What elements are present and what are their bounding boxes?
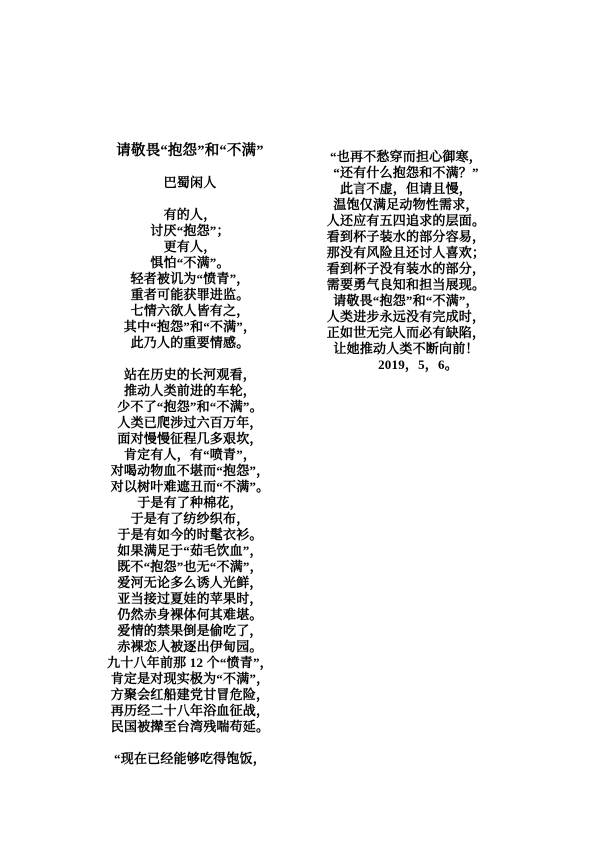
- poem-line: 爱河无论多么诱人光鲜，: [117, 575, 263, 590]
- poem-line: 请敬畏“抱怨”和“不满”，: [333, 293, 479, 308]
- poem-line: 既不“抱怨”也无“不满”，: [117, 559, 263, 574]
- poem-line: 人类已爬涉过六百万年，: [117, 415, 263, 430]
- poem-line: 看到杯子没有装水的部分，: [326, 261, 486, 276]
- poem-line: 轻者被讥为“愤青”，: [130, 271, 250, 286]
- poem-line: 肯定是对现实极为“不满”，: [110, 671, 270, 686]
- poem-line: 七情六欲人皆有之，: [130, 303, 250, 318]
- stanza: [72, 751, 308, 767]
- poem-line: 对喝动物血不堪而“抱怨”，: [110, 463, 270, 478]
- poem-line: 更有人，: [163, 239, 217, 254]
- poem-line: 九十八年前那 12 个“愤青”，: [107, 655, 273, 670]
- poem-line: 让她推动人类不断向前！: [333, 341, 479, 356]
- stanza: [72, 207, 308, 351]
- poem-line: 人还应有五四追求的层面。: [326, 213, 486, 228]
- poem-line: 惧怕“不满”。: [150, 255, 230, 270]
- poem-line: 那没有风险且还讨人喜欢；: [326, 245, 486, 260]
- poem-line: “也再不愁穿而担心御寒，: [330, 149, 482, 164]
- poem-date: 2019，5，6。: [378, 357, 458, 372]
- poem-line: 于是有了纺纱织布，: [130, 511, 250, 526]
- poem-line: 再历经二十八年浴血征战，: [110, 703, 270, 718]
- right-column-stanzas: [288, 149, 524, 357]
- poem-line: 此乃人的重要情感。: [130, 335, 250, 350]
- left-column-stanzas: [72, 207, 308, 767]
- poem-line: 此言不虚，但请且慢，: [339, 181, 472, 196]
- poem-line: 站在历史的长河观看，: [123, 367, 256, 382]
- poem-line: “还有什么抱怨和不满？”: [333, 165, 479, 180]
- blank-line: [72, 191, 308, 207]
- poem-line: 对以树叶难遮丑而“不满”。: [110, 479, 270, 494]
- stanza: [288, 149, 524, 357]
- poem-line: 仍然赤身裸体何其难堪。: [117, 607, 263, 622]
- poem-line: 推动人类前进的车轮，: [123, 383, 256, 398]
- stanza: [72, 367, 308, 735]
- poem-line: 面对慢慢征程几多艰坎，: [117, 431, 263, 446]
- poem-line: 爱情的禁果倒是偷吃了，: [117, 623, 263, 638]
- poem-line: 温饱仅满足动物性需求，: [333, 197, 479, 212]
- poem-line: 民国被撵至台湾残喘苟延。: [110, 719, 270, 734]
- blank-line: [72, 159, 308, 175]
- poem-line: 人类进步永远没有完成时，: [326, 309, 486, 324]
- poem-line: 如果满足于“茹毛饮血”，: [117, 543, 263, 558]
- poem-line: 有的人，: [163, 207, 217, 222]
- poem-line: 方聚会红船建党甘冒危险，: [110, 687, 270, 702]
- poem-line: 亚当接过夏娃的苹果时，: [117, 591, 263, 606]
- left-column: [72, 143, 308, 767]
- poem-line: 于是有如今的时髦衣衫。: [117, 527, 263, 542]
- right-column: [288, 149, 524, 373]
- poem-line: 其中“抱怨”和“不满”，: [123, 319, 257, 334]
- poem-line: 重者可能获罪进监。: [130, 287, 250, 302]
- poem-author: 巴蜀闲人: [163, 175, 217, 190]
- poem-line: 正如世无完人而必有缺陷，: [326, 325, 486, 340]
- poem-line: 于是有了种棉花，: [137, 495, 243, 510]
- poem-line: 赤裸恋人被逐出伊甸园。: [117, 639, 263, 654]
- poem-line: 肯定有人，有“喷青”，: [123, 447, 257, 462]
- poem-line: 看到杯子装水的部分容易，: [326, 229, 486, 244]
- poem-title: 请敬畏“抱怨”和“不满”: [116, 143, 264, 159]
- poem-line: “现在已经能够吃得饱饭，: [114, 751, 266, 766]
- poem-line: 讨厌“抱怨”；: [150, 223, 230, 238]
- poem-line: 需要勇气良知和担当展现。: [326, 277, 486, 292]
- poem-line: 少不了“抱怨”和“不满”。: [117, 399, 263, 414]
